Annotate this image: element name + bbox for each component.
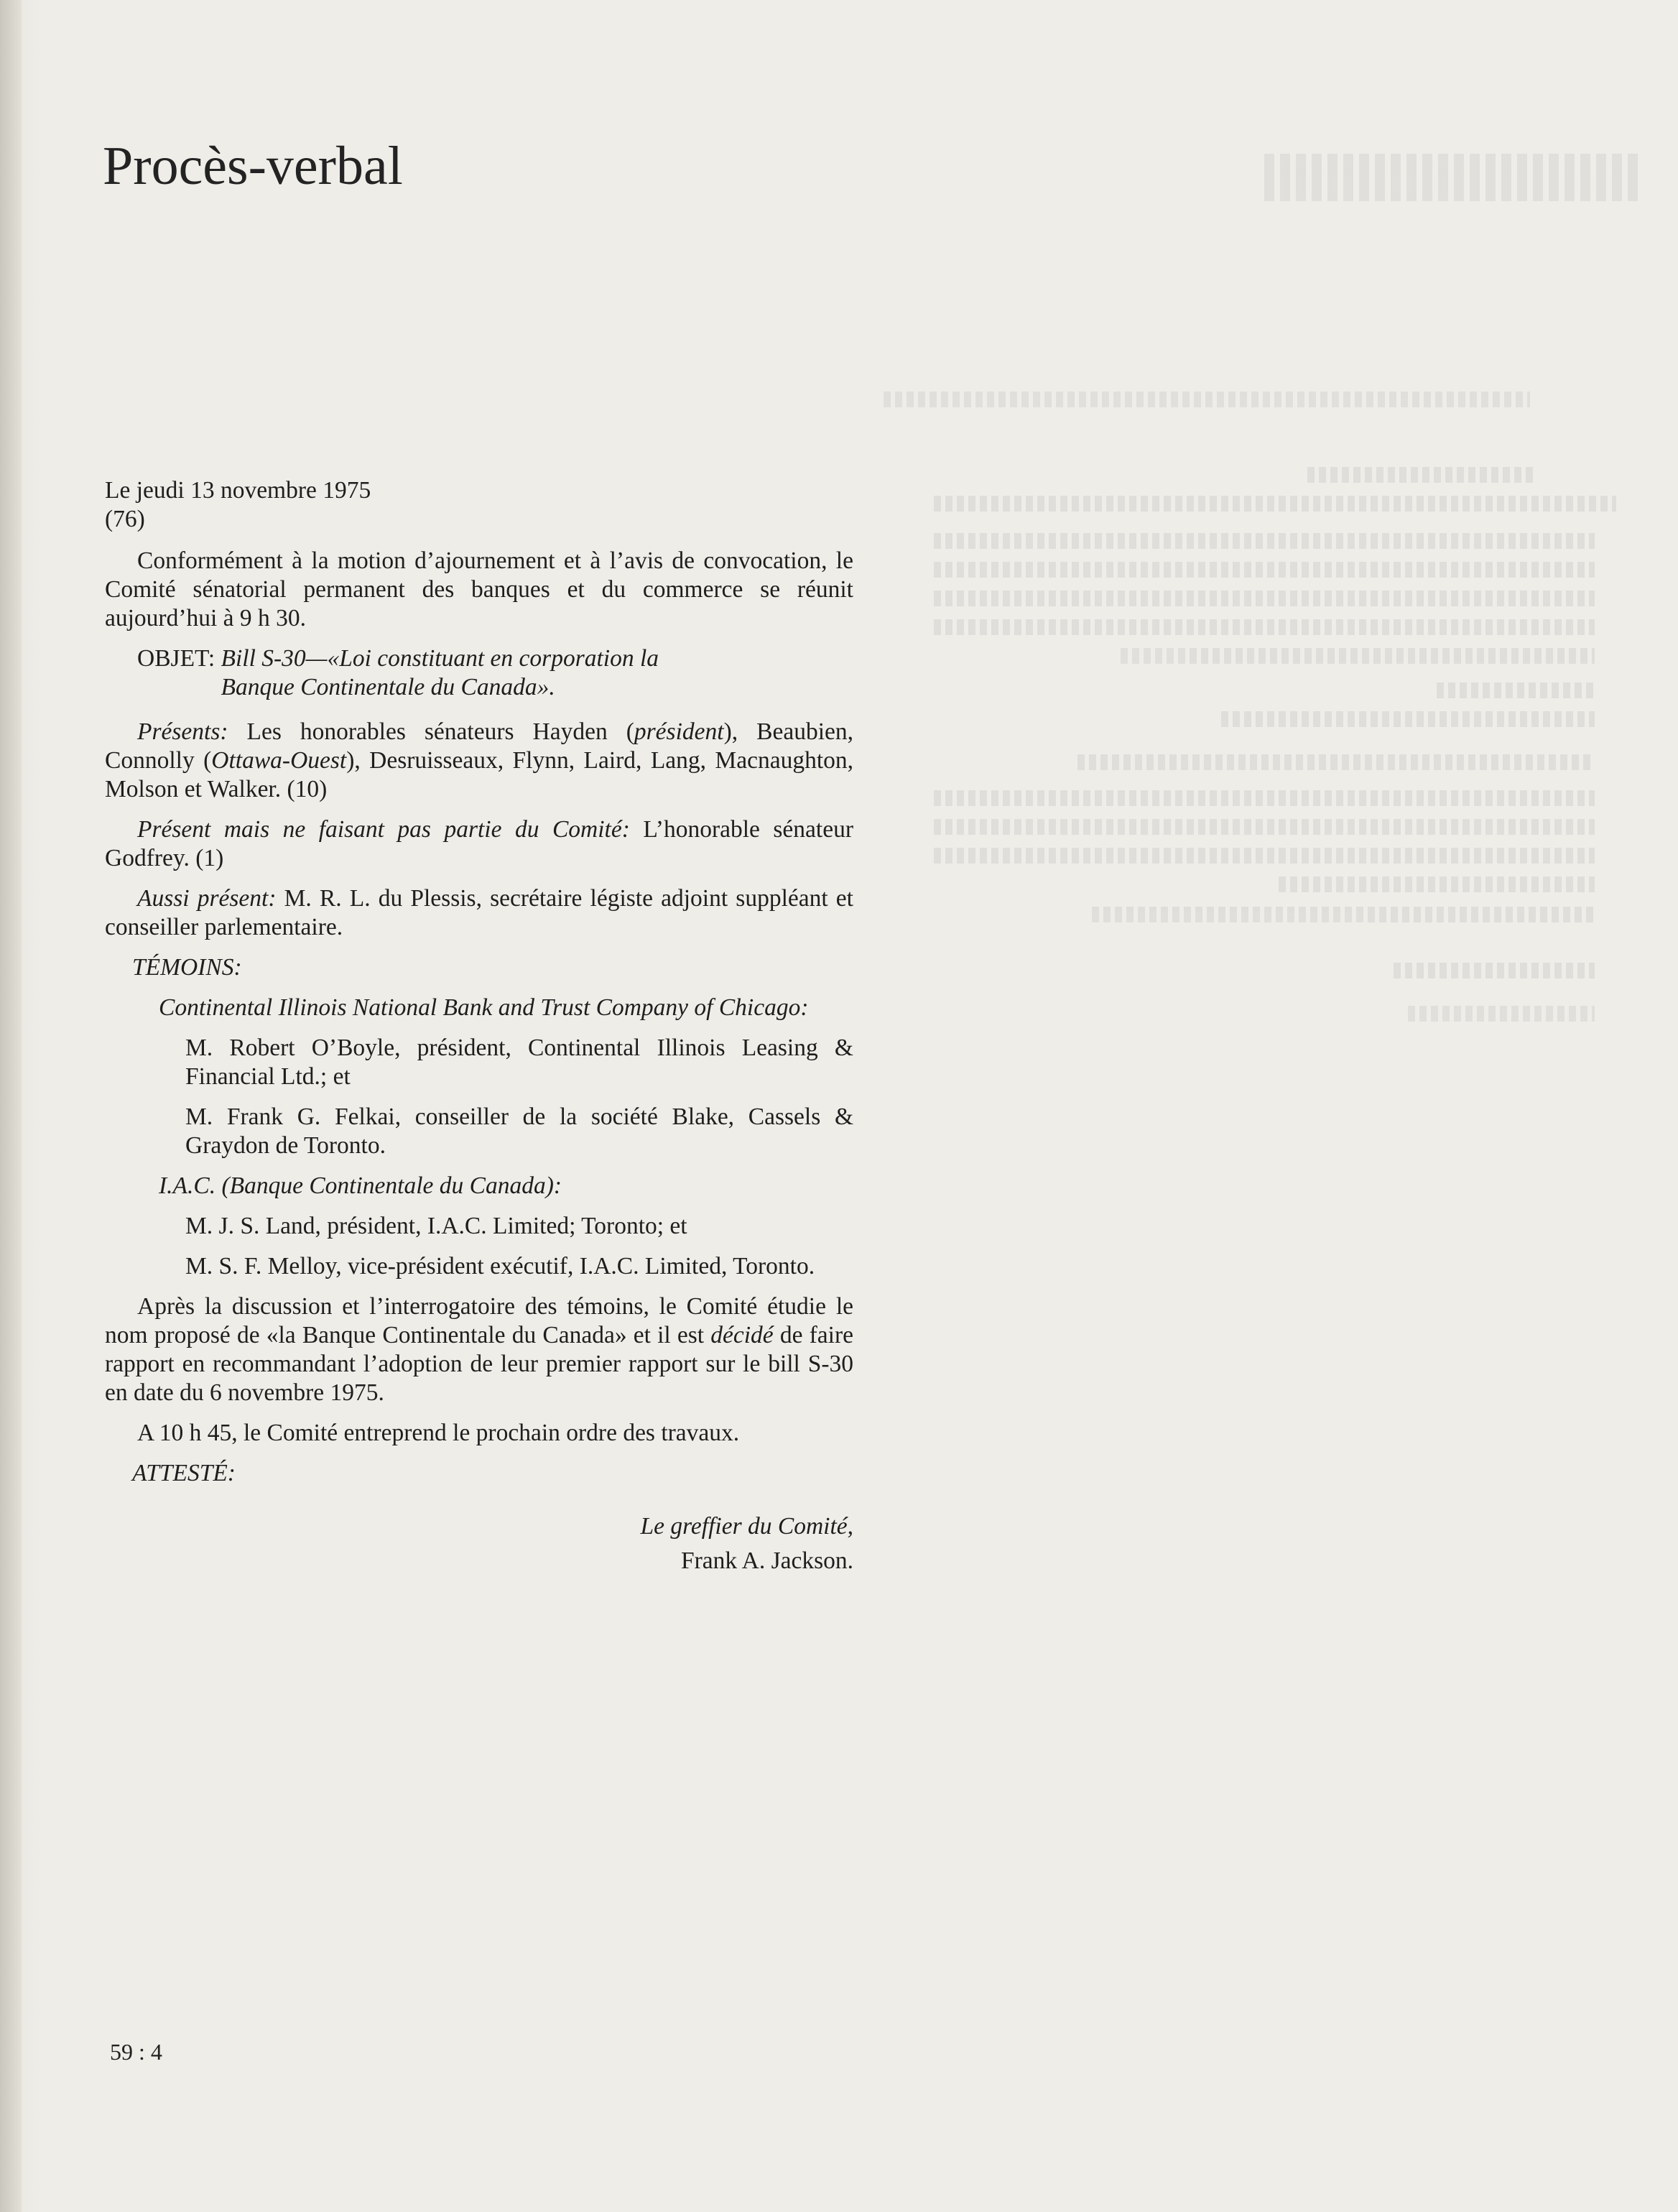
also-present-label: Aussi présent: [137, 885, 277, 912]
page-number: 59 : 4 [110, 2039, 162, 2065]
ghost-heading [1264, 154, 1638, 201]
ghost-line [934, 562, 1595, 578]
ghost-line [1077, 754, 1595, 770]
ghost-line [1121, 648, 1595, 664]
also-present-paragraph [105, 884, 853, 942]
presents-text-c: ), Desruisseaux, Flynn, Laird, Lang, Macnaughton, Molson et Walker. (10) [105, 747, 853, 802]
presents-text-a: Les honorables sénateurs Hayden ( [228, 718, 634, 745]
witness-entry: M. S. F. Melloy, vice-président exécutif, I.A.C. Limited, Toronto. [185, 1253, 815, 1279]
signature-block [105, 1512, 853, 1575]
meeting-date: Le jeudi 13 novembre 1975 [105, 477, 371, 504]
ghost-line [1092, 907, 1595, 922]
discussion-paragraph [105, 1292, 853, 1407]
signature-role: Le greffier du Comité, [640, 1513, 853, 1540]
presents-label: Présents: [137, 718, 228, 745]
ghost-line [1408, 1006, 1595, 1022]
objet-bill: Bill S-30—«Loi constituant en corporation la [221, 645, 659, 672]
presents-riding: Ottawa-Ouest [211, 747, 347, 774]
ghost-line [934, 496, 1616, 512]
non-member-text: L’honorable sénateur Godfrey. (1) [105, 816, 853, 871]
discussion-text-b: de faire rapport en recommandant l’adoption de leur premier rapport sur le bill S-30 en date du 6 novembre 1975. [105, 1322, 853, 1406]
ghost-line [934, 591, 1595, 606]
presents-paragraph [105, 718, 853, 804]
meeting-number: (76) [105, 506, 145, 532]
witness-entry: M. Robert O’Boyle, président, Continental Illinois Leasing & Financial Ltd.; et [185, 1035, 853, 1090]
ghost-line [1437, 682, 1595, 698]
ghost-line [884, 392, 1530, 407]
ghost-line [1221, 711, 1595, 727]
discussion-decided: décidé [710, 1322, 774, 1348]
page-edge [0, 0, 22, 2212]
witness-org: I.A.C. (Banque Continentale du Canada): [159, 1172, 562, 1199]
witness-org: Continental Illinois National Bank and Trust Company of Chicago: [159, 994, 809, 1021]
ghost-line [934, 848, 1595, 864]
intro-paragraph: Conformément à la motion d’ajournement et à l’avis de convocation, le Comité sénatorial permanent des banques et du commerce se réunit aujourd’hui à 9 h 30. [105, 547, 853, 631]
page-title: Procès-verbal [103, 136, 403, 196]
adjourn-paragraph: A 10 h 45, le Comité entreprend le prochain ordre des travaux. [137, 1420, 740, 1446]
witnesses-heading: TÉMOINS: [132, 954, 242, 981]
attested-label: ATTESTÉ: [132, 1460, 236, 1486]
ghost-line [1279, 876, 1595, 892]
non-member-paragraph [105, 815, 853, 873]
ghost-line [1394, 963, 1595, 978]
presents-text-b: ), Beaubien, Connolly ( [105, 718, 853, 774]
signature-name: Frank A. Jackson. [680, 1547, 853, 1574]
presents-role: président [634, 718, 724, 745]
also-present-text: M. R. L. du Plessis, secrétaire légiste adjoint suppléant et conseiller parlementaire. [105, 885, 853, 940]
ghost-line [934, 819, 1595, 835]
ghost-line [934, 533, 1595, 549]
ghost-line [1307, 467, 1537, 483]
objet-text [221, 644, 853, 702]
discussion-text-a: Après la discussion et l’interrogatoire des témoins, le Comité étudie le nom proposé de «la Banque Continentale du Canada» et il est [105, 1293, 853, 1348]
ghost-line [934, 790, 1595, 806]
non-member-label: Présent mais ne faisant pas partie du Comité: [137, 816, 630, 843]
minutes-column [105, 476, 853, 1575]
witness-entry: M. Frank G. Felkai, conseiller de la société Blake, Cassels & Graydon de Toronto. [185, 1103, 853, 1159]
objet-bill-continued: Banque Continentale du Canada». [221, 674, 555, 700]
objet-label: OBJET: [137, 645, 221, 672]
witness-entry: M. J. S. Land, président, I.A.C. Limited; Toronto; et [185, 1213, 687, 1239]
objet-block [105, 644, 853, 702]
ghost-line [934, 619, 1595, 635]
